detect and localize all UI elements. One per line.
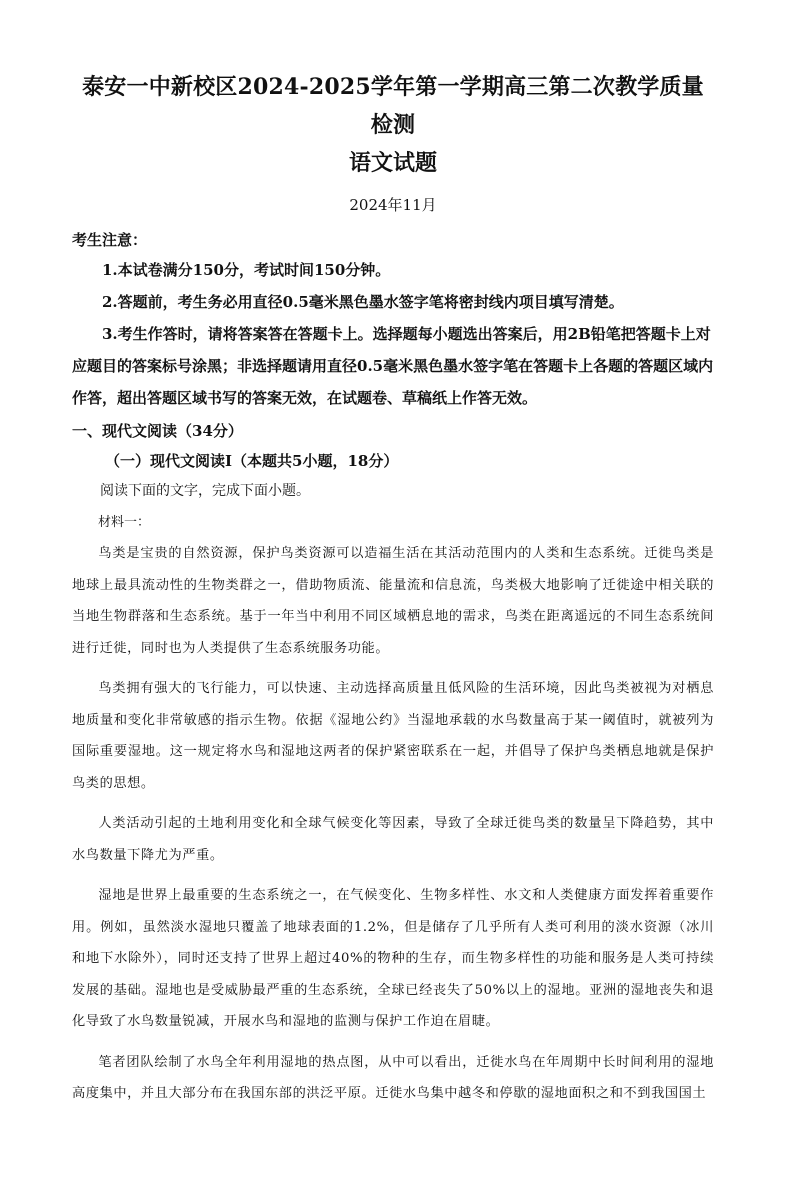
reading-instruction: 阅读下面的文字，完成下面小题。 bbox=[100, 483, 310, 499]
subsection-heading: （一）现代文阅读Ⅰ（本题共5小题，18分） bbox=[105, 452, 399, 470]
material-label: 材料一： bbox=[98, 515, 151, 530]
notice-item: 3.考生作答时，请将答案答在答题卡上。选择题每小题选出答案后，用2B铅笔把答题卡上对应题目的答案标号涂黑；非选择题请用直径0.5毫米黑色墨水签字笔在答题卡上各题的答题区域内作答，超出答题区域书写的答案无效，在试题卷、草稿纸上作答无效。 bbox=[72, 325, 714, 407]
article-paragraph: 湿地是世界上最重要的生态系统之一，在气候变化、生物多样性、水文和人类健康方面发挥着重要作用。例如，虽然淡水湿地只覆盖了地球表面的1.2%，但是储存了几乎所有人类可利用的淡水资源（冰川和地下水除外），同时还支持了世界上超过40%的物种的生存，而生物多样性的功能和服务是人类可持续发展的基础。湿地也是受威胁最严重的生态系统，全球已经丧失了50%以上的湿地。亚洲的湿地丧失和退化导致了水鸟数量锐减，开展水鸟和湿地的监测与保护工作迫在眉睫。 bbox=[72, 888, 714, 1029]
exam-title: 泰安一中新校区2024-2025学年第一学期高三第二次教学质量检测 bbox=[82, 74, 704, 138]
notice-heading: 考生注意： bbox=[72, 231, 148, 249]
article-paragraph: 鸟类拥有强大的飞行能力，可以快速、主动选择高质量且低风险的生活环境，因此鸟类被视为对栖息地质量和变化非常敏感的指示生物。依据《湿地公约》当湿地承载的水鸟数量高于某一阈值时，就被列为国际重要湿地。这一规定将水鸟和湿地这两者的保护紧密联系在一起，并倡导了保护鸟类栖息地就是保护鸟类的思想。 bbox=[72, 681, 714, 791]
notice-item: 2.答题前，考生务必用直径0.5毫米黑色墨水签字笔将密封线内项目填写清楚。 bbox=[102, 293, 624, 311]
article-paragraph: 鸟类是宝贵的自然资源，保护鸟类资源可以造福生活在其活动范围内的人类和生态系统。迁徙鸟类是地球上最具流动性的生物类群之一，借助物质流、能量流和信息流，鸟类极大地影响了迁徙途中相关联的当地生物群落和生态系统。基于一年当中利用不同区域栖息地的需求，鸟类在距离遥远的不同生态系统间进行迁徙，同时也为人类提供了生态系统服务功能。 bbox=[72, 546, 714, 656]
notice-item: 1.本试卷满分150分，考试时间150分钟。 bbox=[102, 261, 391, 279]
article-paragraph: 笔者团队绘制了水鸟全年利用湿地的热点图，从中可以看出，迁徙水鸟在年周期中长时间利用的湿地高度集中，并且大部分布在我国东部的洪泛平原。迁徙水鸟集中越冬和停歇的湿地面积之和不到我国国土 bbox=[72, 1054, 714, 1101]
exam-subtitle: 语文试题 bbox=[348, 150, 437, 176]
article-body bbox=[72, 538, 714, 1110]
section-heading: 一、现代文阅读（34分） bbox=[72, 422, 243, 440]
exam-date: 2024年11月 bbox=[349, 196, 437, 214]
exam-page bbox=[0, 68, 794, 1191]
article-paragraph: 人类活动引起的土地利用变化和全球气候变化等因素，导致了全球迁徙鸟类的数量呈下降趋势，其中水鸟数量下降尤为严重。 bbox=[72, 816, 714, 863]
notice-list bbox=[72, 254, 714, 414]
